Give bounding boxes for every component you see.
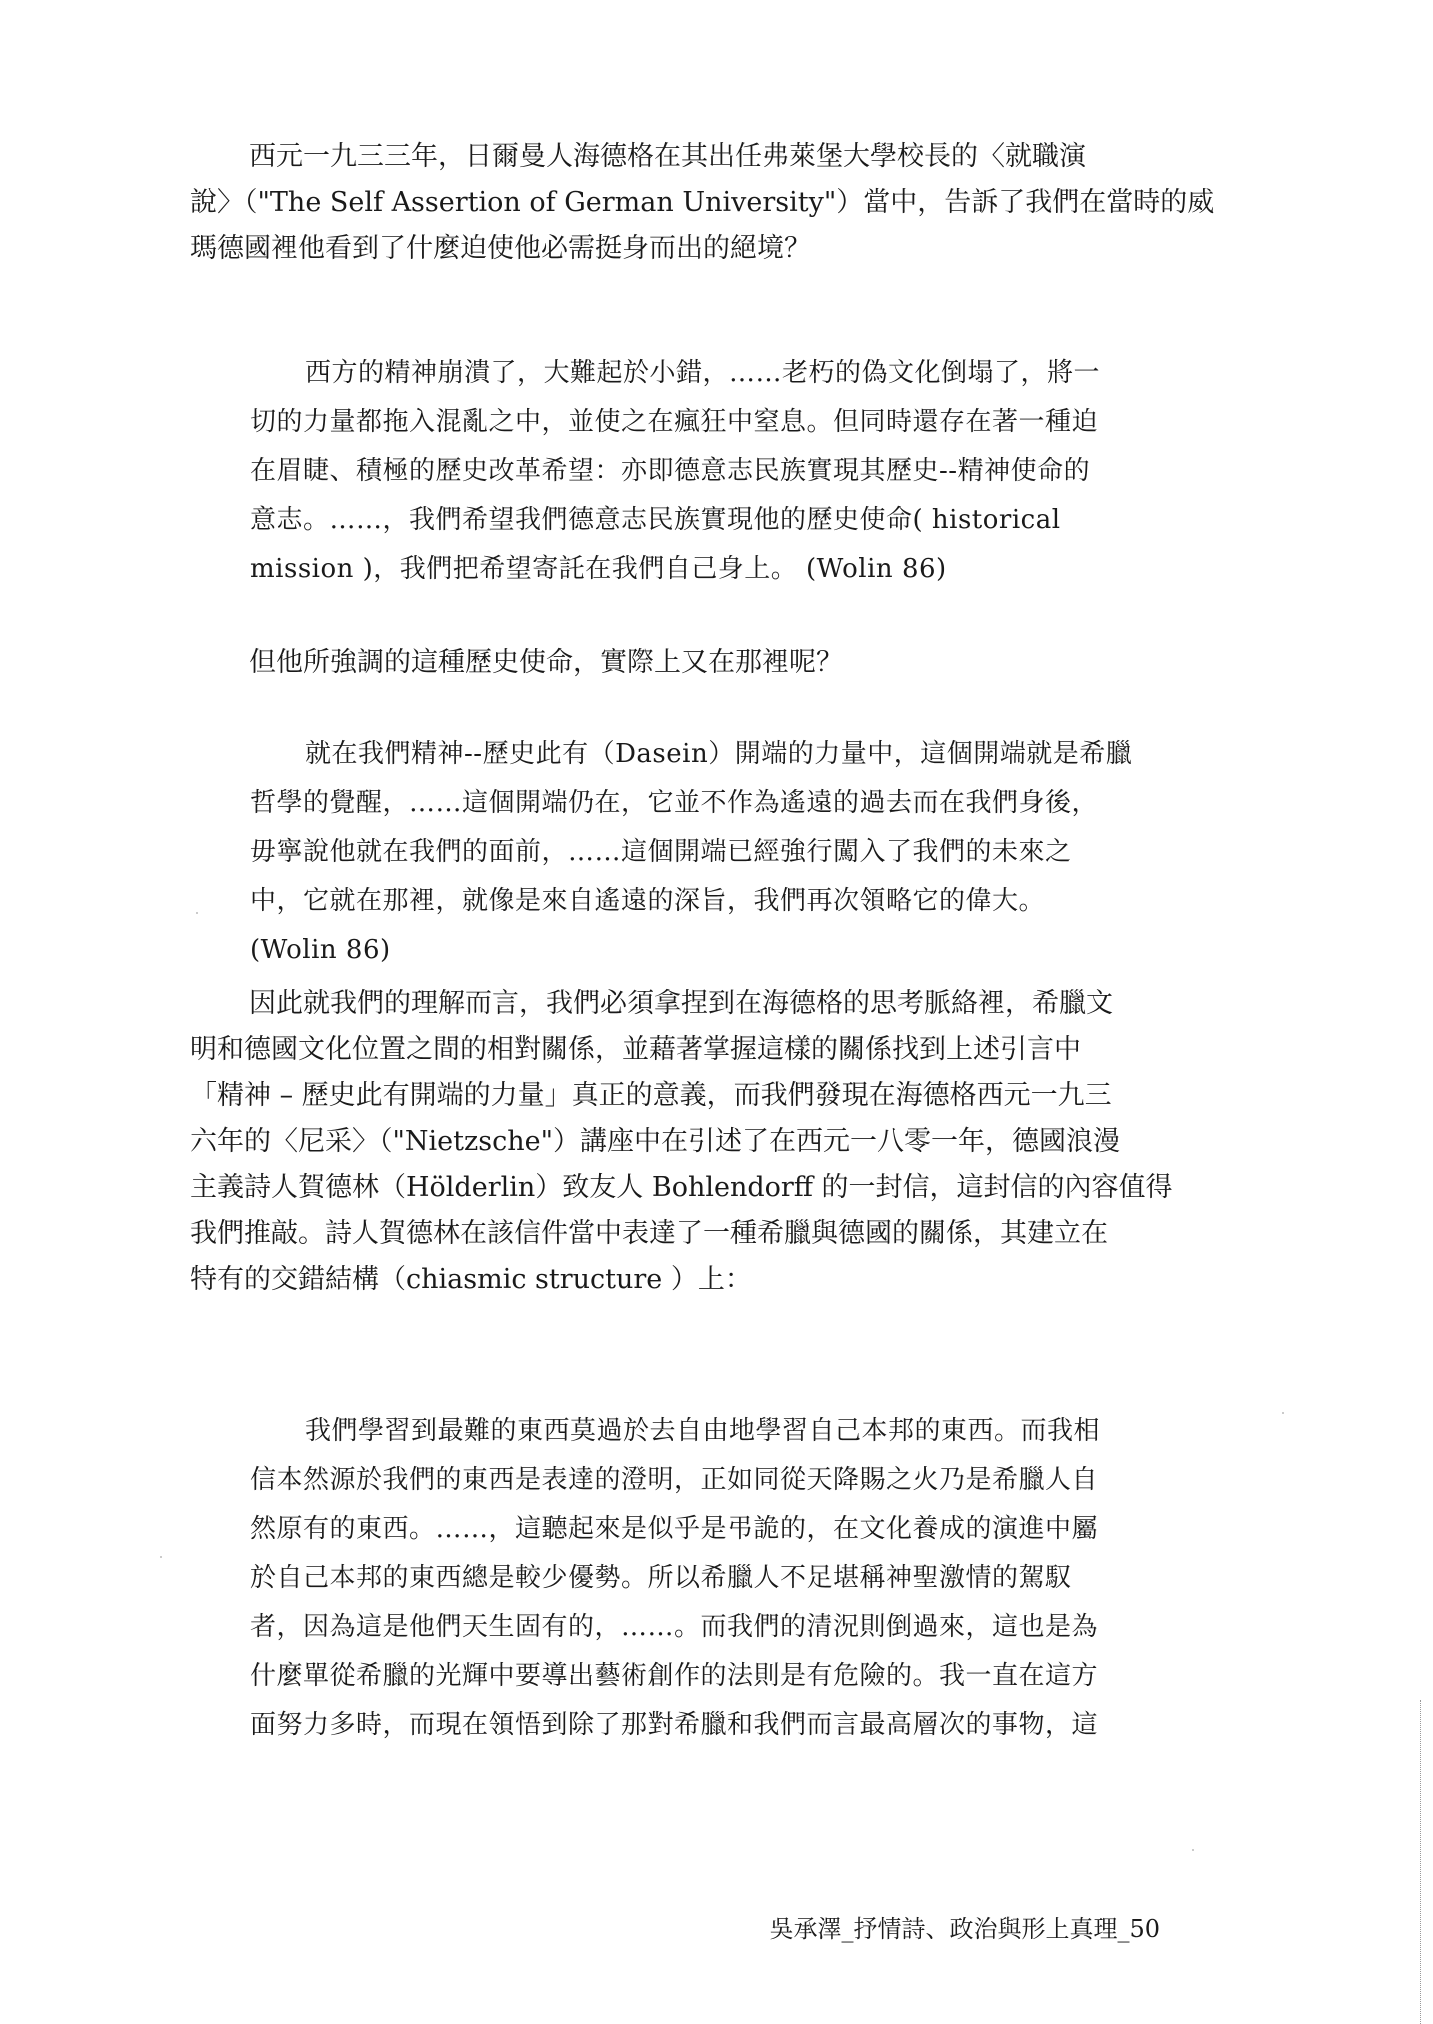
- text-line: 六年的〈尼采〉（"Nietzsche"）講座中在引述了在西元一八零一年，德國浪漫: [190, 1126, 1120, 1157]
- scan-speck: [1282, 1412, 1284, 1414]
- block-quote-3: [250, 1407, 1190, 1750]
- quote-line: 者，因為這是他們天生固有的，……。而我們的清況則倒過來，這也是為: [250, 1612, 1099, 1642]
- quote-line: 就在我們精神--歷史此有（Dasein）開端的力量中，這個開端就是希臘: [305, 739, 1133, 769]
- quote-line: 西方的精神崩潰了，大難起於小錯，……老朽的偽文化倒塌了，將一: [305, 358, 1101, 388]
- paragraph-1: [190, 134, 1215, 272]
- quote-line: 在眉睫、積極的歷史改革希望：亦即德意志民族實現其歷史--精神使命的: [250, 456, 1091, 486]
- quote-line: 意志。……，我們希望我們德意志民族實現他的歷史使命( historical: [250, 505, 1061, 535]
- text-line: 特有的交錯結構（chiasmic structure ）上：: [190, 1264, 752, 1295]
- quote-line: 我們學習到最難的東西莫過於去自由地學習自己本邦的東西。而我相: [305, 1416, 1101, 1446]
- quote-line: (Wolin 86): [250, 935, 391, 965]
- page-footer: 吳承澤_抒情詩、政治與形上真理_50: [769, 1915, 1160, 1943]
- scan-speck: [196, 912, 198, 914]
- paragraph-2: [190, 640, 1190, 686]
- text-line: 主義詩人賀德林（Hölderlin）致友人 Bohlendorff 的一封信，這封信的內容值得: [190, 1172, 1173, 1203]
- scan-speck: [160, 1556, 162, 1558]
- quote-line: 中，它就在那裡，就像是來自遙遠的深旨，我們再次領略它的偉大。: [250, 886, 1046, 916]
- text-line: 「精神 – 歷史此有開端的力量」真正的意義，而我們發現在海德格西元一九三: [190, 1080, 1112, 1111]
- text-line: 因此就我們的理解而言，我們必須拿捏到在海德格的思考脈絡裡，希臘文: [249, 988, 1113, 1019]
- quote-line: 信本然源於我們的東西是表達的澄明，正如同從天降賜之火乃是希臘人自: [250, 1465, 1099, 1495]
- quote-line: 毋寧說他就在我們的面前，……這個開端已經強行闖入了我們的未來之: [250, 837, 1072, 867]
- quote-line: 什麼單從希臘的光輝中要導出藝術創作的法則是有危險的。我一直在這方: [250, 1661, 1099, 1691]
- text-line: 但他所強調的這種歷史使命，實際上又在那裡呢？: [249, 647, 843, 678]
- text-line: 說〉（"The Self Assertion of German University"）當中，告訴了我們在當時的威: [190, 187, 1215, 218]
- quote-line: 面努力多時，而現在領悟到除了那對希臘和我們而言最高層次的事物，這: [250, 1710, 1099, 1740]
- quote-line: 然原有的東西。……，這聽起來是似乎是弔詭的，在文化養成的演進中屬: [250, 1514, 1099, 1544]
- paragraph-3: [190, 981, 1190, 1303]
- quote-line: 切的力量都拖入混亂之中，並使之在瘋狂中窒息。但同時還存在著一種迫: [250, 407, 1099, 437]
- quote-line: mission )，我們把希望寄託在我們自己身上。 (Wolin 86): [250, 554, 947, 584]
- block-quote-1: [250, 349, 1190, 594]
- scan-edge: [1420, 1700, 1422, 2024]
- block-quote-2: [250, 730, 1190, 975]
- scan-speck: [1192, 1849, 1194, 1851]
- quote-line: 哲學的覺醒，……這個開端仍在，它並不作為遙遠的過去而在我們身後，: [250, 788, 1099, 818]
- text-line: 西元一九三三年，日爾曼人海德格在其出任弗萊堡大學校長的〈就職演: [249, 141, 1086, 172]
- text-line: 明和德國文化位置之間的相對關係，並藉著掌握這樣的關係找到上述引言中: [190, 1034, 1081, 1065]
- text-line: 瑪德國裡他看到了什麼迫使他必需挺身而出的絕境？: [190, 233, 811, 264]
- text-line: 我們推敲。詩人賀德林在該信件當中表達了一種希臘與德國的關係，其建立在: [190, 1218, 1108, 1249]
- quote-line: 於自己本邦的東西總是較少優勢。所以希臘人不足堪稱神聖激情的駕馭: [250, 1563, 1072, 1593]
